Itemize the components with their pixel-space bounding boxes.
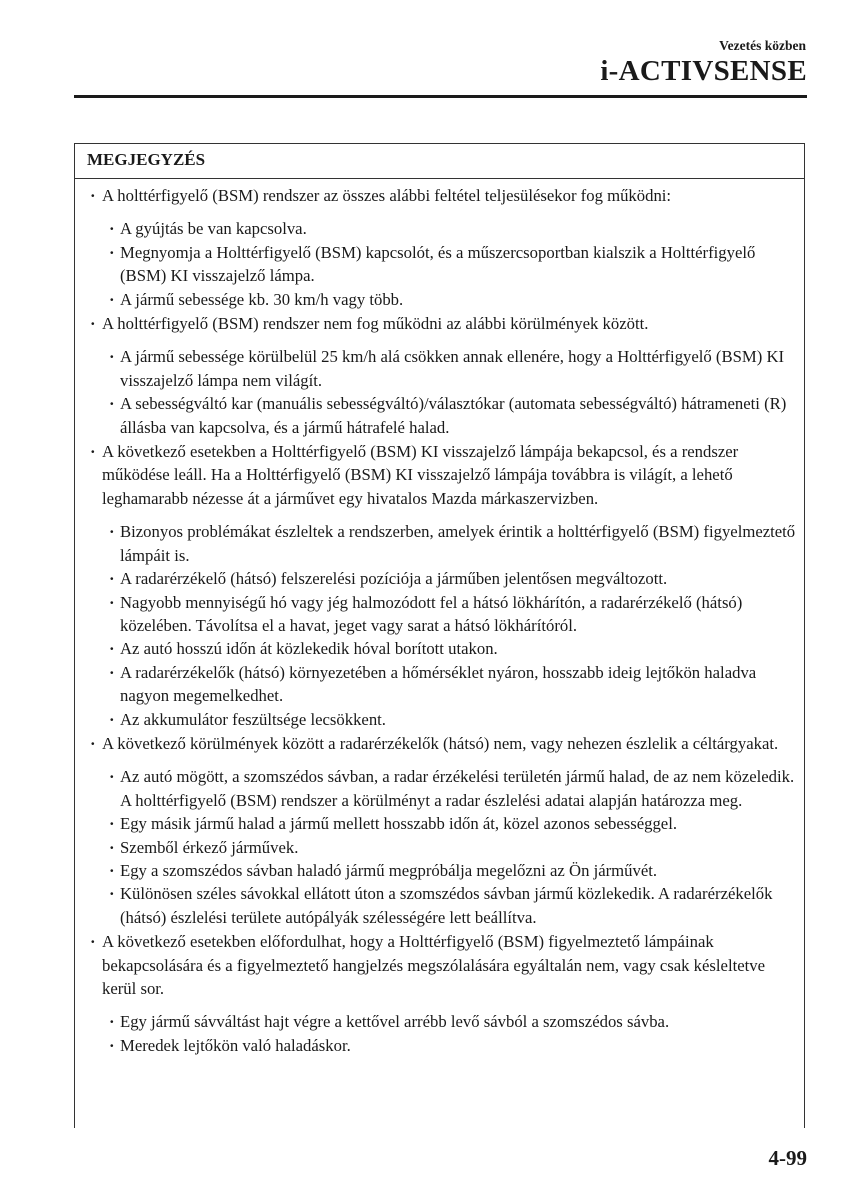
sub-bullet-item: · Egy másik jármű halad a jármű mellett hosszabb időn át, közel azonos sebességgel. xyxy=(89,812,801,835)
sub-bullet-item: · Egy a szomszédos sávban haladó jármű megpróbálja megelőzni az Ön járművét. xyxy=(89,859,801,882)
sub-bullet-item: · Az autó mögött, a szomszédos sávban, a radar érzékelési területén jármű halad, de az nem közeledik. A holttérfigyelő (BSM) rendszer a körülményt a radar észlelési adatai alapján határozza meg. xyxy=(89,765,801,812)
page-number: 4-99 xyxy=(768,1146,807,1170)
sub-bullet-item: · Megnyomja a Holttérfigyelő (BSM) kapcsolót, és a műszercsoportban kialszik a Holttérfigyelő (BSM) KI visszajelző lámpa. xyxy=(89,241,801,288)
note-title: MEGJEGYZÉS xyxy=(75,144,804,179)
sub-bullet-item: · Bizonyos problémákat észleltek a rendszerben, amelyek érintik a holttérfigyelő (BSM) figyelmeztető lámpáit is. xyxy=(89,520,801,567)
sub-bullet-item: · Meredek lejtőkön való haladáskor. xyxy=(89,1034,801,1057)
sub-bullet-item: · A radarérzékelők (hátsó) környezetében a hőmérséklet nyáron, hosszabb ideig lejtőkön haladva nagyon megemelkedhet. xyxy=(89,661,801,708)
sub-bullet-item: · A sebességváltó kar (manuális sebességváltó)/választókar (automata sebességváltó) hátrameneti (R) állásba van kapcsolva, és a jármű hátrafelé halad. xyxy=(89,392,801,439)
sub-bullet-item: · A gyújtás be van kapcsolva. xyxy=(89,217,801,240)
note-box xyxy=(74,143,805,1128)
bullet-item: · A holttérfigyelő (BSM) rendszer nem fog működni az alábbi körülmények között. xyxy=(89,312,801,335)
sub-bullet-item: · A radarérzékelő (hátsó) felszerelési pozíciója a járműben jelentősen megváltozott. xyxy=(89,567,801,590)
sub-bullet-item: · Nagyobb mennyiségű hó vagy jég halmozódott fel a hátsó lökhárítón, a radarérzékelő (hátsó) közelében. Távolítsa el a havat, jeget vagy sarat a hátsó lökhárítóról. xyxy=(89,591,801,638)
bullet-item: · A következő körülmények között a radarérzékelők (hátsó) nem, vagy nehezen észlelik a céltárgyakat. xyxy=(89,732,801,755)
header-rule xyxy=(74,95,807,98)
sub-bullet-item: · A jármű sebessége kb. 30 km/h vagy több. xyxy=(89,288,801,311)
bullet-item: · A holttérfigyelő (BSM) rendszer az összes alábbi feltétel teljesülésekor fog működni: xyxy=(89,184,801,207)
sub-bullet-item: · Az autó hosszú időn át közlekedik hóval borított utakon. xyxy=(89,637,801,660)
sub-bullet-item: · Egy jármű sávváltást hajt végre a kettővel arrébb levő sávból a szomszédos sávba. xyxy=(89,1010,801,1033)
section-label: Vezetés közben xyxy=(719,38,806,53)
chapter-title: i-ACTIVSENSE xyxy=(600,55,807,87)
sub-bullet-item: · Szemből érkező járművek. xyxy=(89,836,801,859)
bullet-item: · A következő esetekben a Holttérfigyelő (BSM) KI visszajelző lámpája bekapcsol, és a rendszer működése leáll. Ha a Holttérfigyelő (BSM) KI visszajelző lámpája továbbra is világít, a lehető leghamarabb nézesse át a járművet egy hivatalos Mazda márkaszervizben. xyxy=(89,440,801,510)
sub-bullet-item: · Különösen széles sávokkal ellátott úton a szomszédos sávban jármű közlekedik. A radarérzékelők (hátsó) észlelési területe autópályák szélességére lett beállítva. xyxy=(89,882,801,929)
bullet-item: · A következő esetekben előfordulhat, hogy a Holttérfigyelő (BSM) figyelmeztető lámpáinak bekapcsolására és a figyelmeztető hangjelzés megszólalására egyáltalán nem, vagy csak késleltetve kerül sor. xyxy=(89,930,801,1000)
sub-bullet-item: · Az akkumulátor feszültsége lecsökkent. xyxy=(89,708,801,731)
note-body xyxy=(89,183,801,1057)
sub-bullet-item: · A jármű sebessége körülbelül 25 km/h alá csökken annak ellenére, hogy a Holttérfigyelő (BSM) KI visszajelző lámpa nem világít. xyxy=(89,345,801,392)
